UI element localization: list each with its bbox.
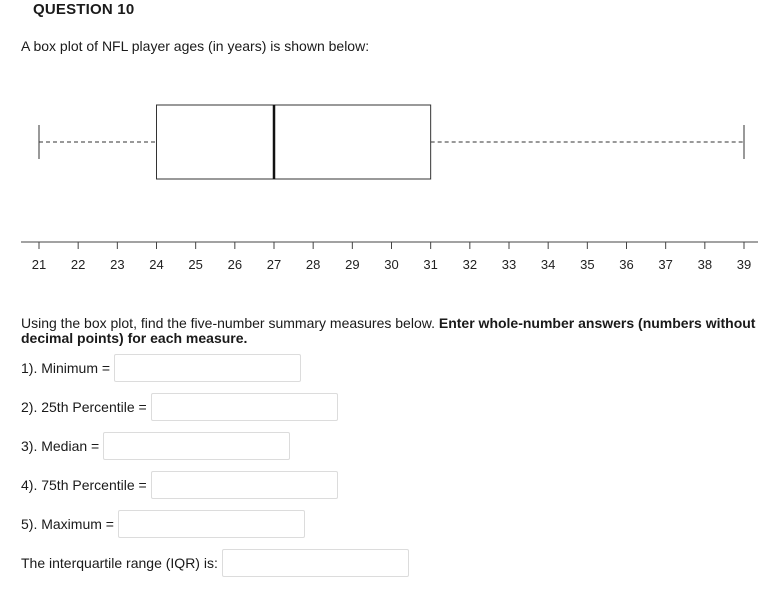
box-plot	[0, 95, 782, 285]
maximum-input[interactable]	[118, 510, 305, 538]
instructions-text: Using the box plot, find the five-number summary measures below.	[21, 315, 439, 331]
x-tick-label: 38	[697, 257, 713, 272]
x-tick-label: 26	[227, 257, 243, 272]
median-input[interactable]	[103, 432, 290, 460]
x-tick-label: 21	[31, 257, 47, 272]
iqr-row	[21, 548, 409, 578]
maximum-label: 5). Maximum =	[21, 516, 114, 532]
percentile-25-label: 2). 25th Percentile =	[21, 399, 147, 415]
x-tick-label: 22	[70, 257, 86, 272]
x-tick-label: 28	[305, 257, 321, 272]
x-tick-label: 31	[423, 257, 438, 272]
iqr-label: The interquartile range (IQR) is:	[21, 555, 218, 571]
instructions	[21, 316, 761, 346]
instructions-bold-text: Enter whole-number answers (numbers without decimal points) for each measure.	[21, 315, 756, 346]
interquartile-box	[157, 105, 431, 179]
minimum-input[interactable]	[114, 354, 301, 382]
maximum-row	[21, 509, 305, 539]
x-tick-label: 34	[540, 257, 556, 272]
x-tick-label: 39	[736, 257, 752, 272]
median-label: 3). Median =	[21, 438, 100, 454]
x-tick-label: 30	[384, 257, 399, 272]
x-tick-label: 36	[619, 257, 634, 272]
percentile-25-input[interactable]	[151, 393, 338, 421]
median-row	[21, 431, 290, 461]
x-tick-label: 32	[462, 257, 478, 272]
percentile-25-row	[21, 392, 338, 422]
question-title: QUESTION 10	[33, 1, 135, 18]
x-tick-label: 35	[580, 257, 595, 272]
minimum-label: 1). Minimum =	[21, 360, 111, 376]
percentile-75-label: 4). 75th Percentile =	[21, 477, 147, 493]
minimum-row	[21, 353, 301, 383]
percentile-75-input[interactable]	[151, 471, 338, 499]
x-tick-label: 24	[149, 257, 164, 272]
x-tick-label: 23	[110, 257, 125, 272]
x-tick-label: 33	[501, 257, 517, 272]
x-tick-label: 25	[188, 257, 203, 272]
question-intro: A box plot of NFL player ages (in years) is shown below:	[21, 38, 370, 54]
x-tick-label: 29	[345, 257, 360, 272]
iqr-input[interactable]	[222, 549, 409, 577]
x-tick-label: 27	[266, 257, 282, 272]
percentile-75-row	[21, 470, 338, 500]
x-tick-label: 37	[658, 257, 673, 272]
